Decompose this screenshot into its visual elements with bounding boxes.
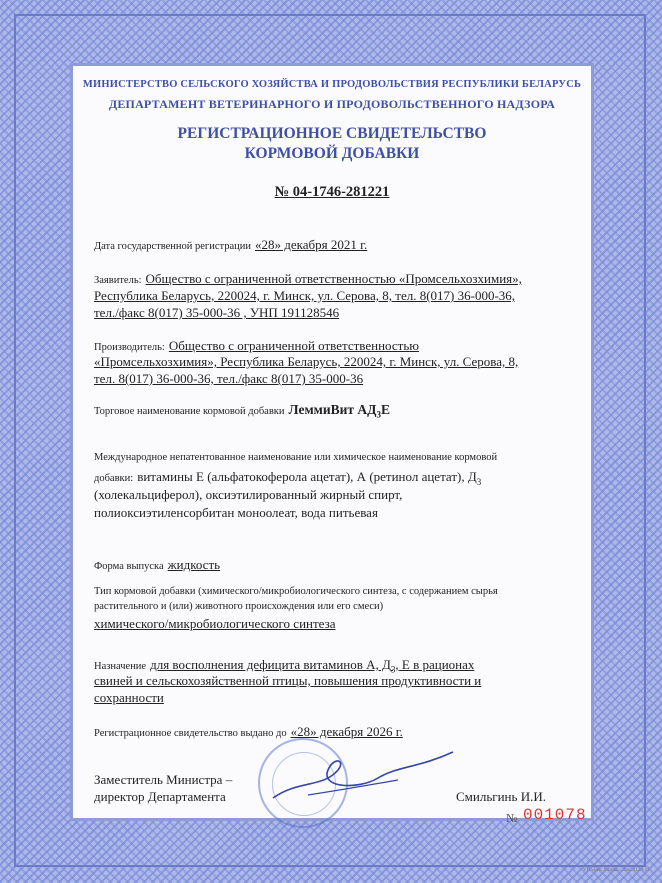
signatory-name: Смильгинь И.И.	[456, 789, 546, 804]
printer-footnote: УП «Бел. Гознак». Зак. 3124-21	[583, 868, 650, 873]
department-header: ДЕПАРТАМЕНТ ВЕТЕРИНАРНОГО И ПРОДОВОЛЬСТВЕННОГО НАДЗОРА	[108, 97, 556, 111]
purpose-line-1a: для восполнения дефицита витаминов А, Д	[150, 657, 391, 672]
registration-date-row	[94, 236, 367, 254]
validity-value: «28» декабря 2026 г.	[290, 724, 403, 739]
ministry-header: МИНИСТЕРСТВО СЕЛЬСКОГО ХОЗЯЙСТВА И ПРОДОВОЛЬСТВИЯ РЕСПУБЛИКИ БЕЛАРУСЬ	[82, 79, 582, 90]
handwritten-signature	[268, 740, 458, 810]
document-title: РЕГИСТРАЦИОННОЕ СВИДЕТЕЛЬСТВО	[177, 125, 487, 142]
purpose-subscript: 3	[390, 664, 396, 675]
serial-number: 001078	[523, 806, 587, 824]
validity-row	[94, 723, 403, 741]
form-row	[94, 556, 220, 574]
composition-text-2: (холекальциферол), оксиэтилированный жирный спирт,	[94, 487, 403, 502]
certificate-number	[73, 184, 591, 201]
applicant-line-3: тел./факс 8(017) 35-000-36 , УНП 191128546	[94, 305, 340, 320]
manufacturer-line-3: тел. 8(017) 36-000-36, тел./факс 8(017) 35-000-36	[94, 371, 364, 386]
composition-text-1: витамины Е (альфатокоферола ацетат), А (ретинол ацетат), Д	[137, 469, 477, 484]
purpose-line-2: свиней и сельскохозяйственной птицы, повышения продуктивности и	[94, 673, 482, 688]
applicant-row	[94, 270, 522, 288]
composition-text-3: полиоксиэтиленсорбитан моноолеат, вода питьевая	[94, 505, 378, 520]
type-label-1: Тип кормовой добавки (химического/микробиологического синтеза, с содержанием сырья	[94, 586, 498, 597]
registration-date-value: «28» декабря 2021 г.	[255, 237, 368, 252]
trade-name-subscript: 3	[376, 409, 381, 420]
form-value: жидкость	[167, 557, 221, 572]
purpose-row	[94, 656, 474, 675]
manufacturer-line-1: Общество с ограниченной ответственностью	[168, 338, 419, 353]
type-label-2: растительного и (или) животного происхождения или его смеси)	[94, 601, 384, 612]
purpose-line-1	[150, 657, 475, 675]
applicant-line-2: Республика Беларусь, 220024, г. Минск, ул. Серова, 8, тел. 8(017) 36-000-36,	[94, 288, 516, 303]
composition-row-1	[94, 468, 481, 487]
composition-subscript: 3	[476, 477, 482, 488]
trade-name-suffix: Е	[380, 402, 390, 417]
manufacturer-row	[94, 337, 419, 355]
composition-label: Международное непатентованное наименование или химическое наименование кормовой	[94, 452, 498, 463]
document-subtitle: КОРМОВОЙ ДОБАВКИ	[244, 145, 420, 162]
purpose-line-1b: , Е в рационах	[395, 657, 475, 672]
form-label: Форма выпуска	[94, 561, 164, 572]
signatory-title-2: директор Департамента	[94, 789, 226, 804]
composition-label-2: добавки:	[94, 473, 134, 484]
purpose-label: Назначение	[94, 661, 147, 672]
type-value: химического/микробиологического синтеза	[94, 616, 336, 631]
applicant-line-1: Общество с ограниченной ответственностью «Промсельхозхимия»,	[145, 271, 522, 286]
purpose-line-3: сохранности	[94, 690, 164, 705]
trade-name-value	[288, 402, 390, 420]
trade-name-main: ЛеммиВит АД	[288, 402, 377, 417]
trade-name-label: Торговое наименование кормовой добавки	[94, 406, 285, 417]
trade-name-row	[94, 401, 390, 420]
serial-prefix: №	[506, 811, 518, 825]
registration-date-label: Дата государственной регистрации	[94, 241, 251, 252]
applicant-label: Заявитель:	[94, 275, 142, 286]
validity-label: Регистрационное свидетельство выдано до	[94, 728, 287, 739]
signatory-title-1: Заместитель Министра –	[94, 772, 233, 787]
manufacturer-label: Производитель:	[94, 342, 165, 353]
certificate-number-text: № 04-1746-281221	[274, 184, 390, 200]
manufacturer-line-2: «Промсельхозхимия», Республика Беларусь, 220024, г. Минск, ул. Серова, 8,	[94, 354, 519, 369]
